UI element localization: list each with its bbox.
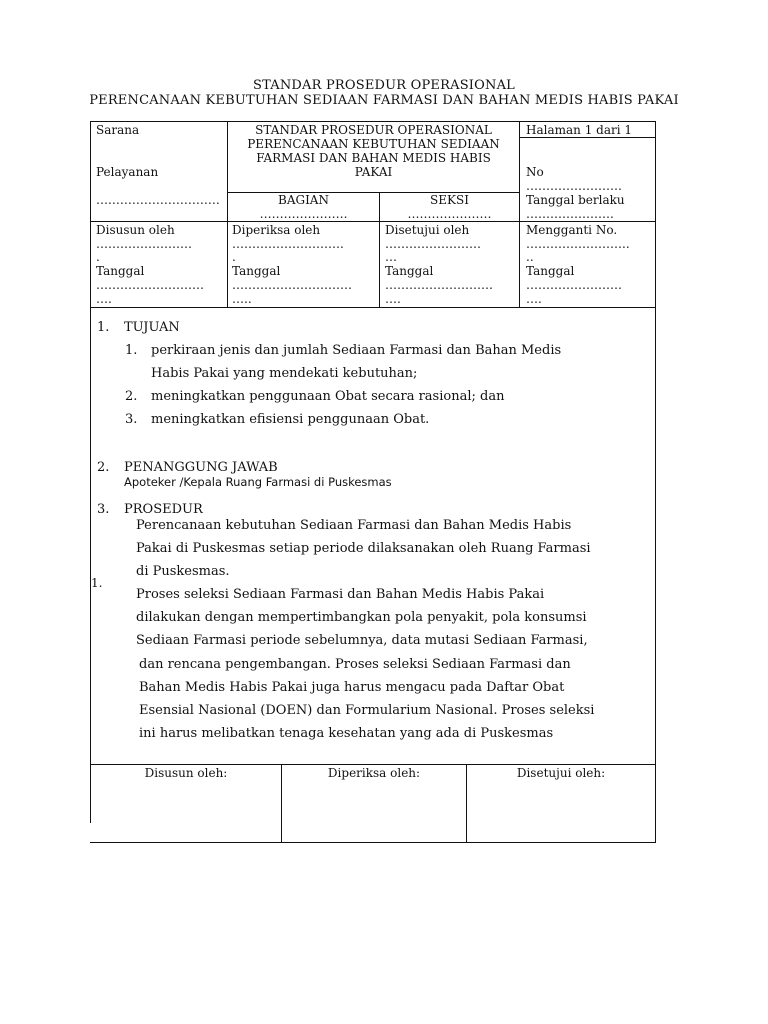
section1-title: TUJUAN bbox=[124, 320, 180, 335]
bagian-label: BAGIAN bbox=[278, 193, 329, 207]
prosedur-stray-number: 1. bbox=[91, 576, 103, 590]
section2-title: PENANGGUNG JAWAB bbox=[124, 460, 278, 475]
document-subtitle: PERENCANAAN KEBUTUHAN SEDIAAN FARMASI DAN BAHAN MEDIS HABIS PAKAI bbox=[89, 93, 679, 108]
sop-title-line2: PERENCANAAN KEBUTUHAN SEDIAAN bbox=[247, 137, 500, 151]
prosedur-line5: dilakukan dengan mempertimbangkan pola penyakit, pola konsumsi bbox=[136, 610, 587, 625]
prosedur-line2: Pakai di Puskesmas setiap periode dilaksanakan oleh Ruang Farmasi bbox=[136, 541, 591, 556]
sign-disetujui-tanggal-dots-b: …. bbox=[385, 292, 401, 306]
sign-disetujui-label: Disetujui oleh bbox=[385, 223, 470, 237]
footer-disusun-label: Disusun oleh: bbox=[144, 766, 228, 780]
sign-mengganti-dots: …………………….. bbox=[526, 237, 630, 251]
sign-disusun-label: Disusun oleh bbox=[96, 223, 175, 237]
section3-number: 3. bbox=[97, 502, 110, 517]
no-label: No bbox=[526, 165, 544, 179]
sign-mengganti-tanggal-dots-b: …. bbox=[526, 292, 542, 306]
pelayanan-label: Pelayanan bbox=[96, 165, 159, 179]
seksi-label: SEKSI bbox=[430, 193, 469, 207]
sign-mengganti-tanggal-dots: …………………… bbox=[526, 278, 622, 292]
sign-disetujui-tanggal-dots: ……………………… bbox=[385, 278, 493, 292]
no-dots: …………………… bbox=[526, 179, 622, 193]
sign-disusun-dots: …………………… bbox=[96, 237, 192, 251]
prosedur-line6: Sediaan Farmasi periode sebelumnya, data mutasi Sediaan Farmasi, bbox=[136, 633, 588, 648]
sign-diperiksa-tanggal: Tanggal bbox=[232, 264, 281, 278]
tanggal-berlaku-dots: …………………. bbox=[526, 207, 614, 221]
sign-disusun-tanggal: Tanggal bbox=[96, 264, 145, 278]
prosedur-line1: Perencanaan kebutuhan Sediaan Farmasi dan Bahan Medis Habis bbox=[136, 518, 572, 533]
penanggung-jawab-text: Apoteker /Kepala Ruang Farmasi di Puskesmas bbox=[124, 475, 392, 489]
sign-disusun-dots-b: . bbox=[96, 250, 100, 264]
prosedur-line9: Esensial Nasional (DOEN) dan Formularium Nasional. Proses seleksi bbox=[139, 703, 595, 718]
sop-title-line4: PAKAI bbox=[354, 165, 393, 179]
sign-diperiksa-tanggal-dots: ………………………… bbox=[232, 278, 352, 292]
section1-number: 1. bbox=[97, 320, 110, 335]
tanggal-berlaku-label: Tanggal berlaku bbox=[526, 193, 625, 207]
document-title: STANDAR PROSEDUR OPERASIONAL bbox=[252, 78, 515, 93]
prosedur-line3: di Puskesmas. bbox=[136, 564, 230, 579]
prosedur-line4: Proses seleksi Sediaan Farmasi dan Bahan Medis Habis Pakai bbox=[136, 587, 545, 602]
tujuan-item2-number: 2. bbox=[125, 389, 138, 404]
prosedur-line10: ini harus melibatkan tenaga kesehatan yang ada di Puskesmas bbox=[139, 726, 554, 741]
sign-mengganti-tanggal: Tanggal bbox=[526, 264, 575, 278]
sign-mengganti-dots-b: .. bbox=[526, 250, 534, 264]
sign-disetujui-tanggal: Tanggal bbox=[385, 264, 434, 278]
sop-title-line1: STANDAR PROSEDUR OPERASIONAL bbox=[255, 123, 492, 137]
tujuan-item3-line1: meningkatkan efisiensi penggunaan Obat. bbox=[151, 412, 430, 427]
section2-number: 2. bbox=[97, 460, 110, 475]
sign-diperiksa-tanggal-dots-b: ….. bbox=[232, 292, 252, 306]
footer-disetujui-label: Disetujui oleh: bbox=[516, 766, 606, 780]
pelayanan-dots: ….……………………… bbox=[96, 193, 220, 207]
sign-disusun-tanggal-dots-b: …. bbox=[96, 292, 112, 306]
sign-diperiksa-dots-b: . bbox=[232, 250, 236, 264]
tujuan-item3-number: 3. bbox=[125, 412, 138, 427]
prosedur-line8: Bahan Medis Habis Pakai juga harus mengacu pada Daftar Obat bbox=[139, 680, 565, 695]
sign-disetujui-dots: …………………… bbox=[385, 237, 481, 251]
tujuan-item1-line2: Habis Pakai yang mendekati kebutuhan; bbox=[151, 366, 418, 381]
footer-diperiksa-label: Diperiksa oleh: bbox=[327, 766, 421, 780]
tujuan-item1-line1: perkiraan jenis dan jumlah Sediaan Farmasi dan Bahan Medis bbox=[151, 343, 562, 358]
tujuan-item2-line1: meningkatkan penggunaan Obat secara rasional; dan bbox=[151, 389, 505, 404]
seksi-dots: ………………… bbox=[407, 207, 492, 221]
tujuan-item1-number: 1. bbox=[125, 343, 138, 358]
sign-mengganti-label: Mengganti No. bbox=[526, 223, 618, 237]
sign-diperiksa-label: Diperiksa oleh bbox=[232, 223, 321, 237]
bagian-dots: …………………. bbox=[259, 207, 348, 221]
sign-diperiksa-dots: ………………………. bbox=[232, 237, 344, 251]
section3-title: PROSEDUR bbox=[124, 502, 203, 517]
halaman-label: Halaman 1 dari 1 bbox=[526, 123, 632, 137]
sign-disusun-tanggal-dots: ……………………… bbox=[96, 278, 204, 292]
sarana-label: Sarana bbox=[96, 123, 140, 137]
sign-disetujui-dots-b: … bbox=[385, 250, 397, 264]
sop-title-line3: FARMASI DAN BAHAN MEDIS HABIS bbox=[256, 151, 491, 165]
prosedur-line7: dan rencana pengembangan. Proses seleksi Sediaan Farmasi dan bbox=[139, 657, 571, 672]
